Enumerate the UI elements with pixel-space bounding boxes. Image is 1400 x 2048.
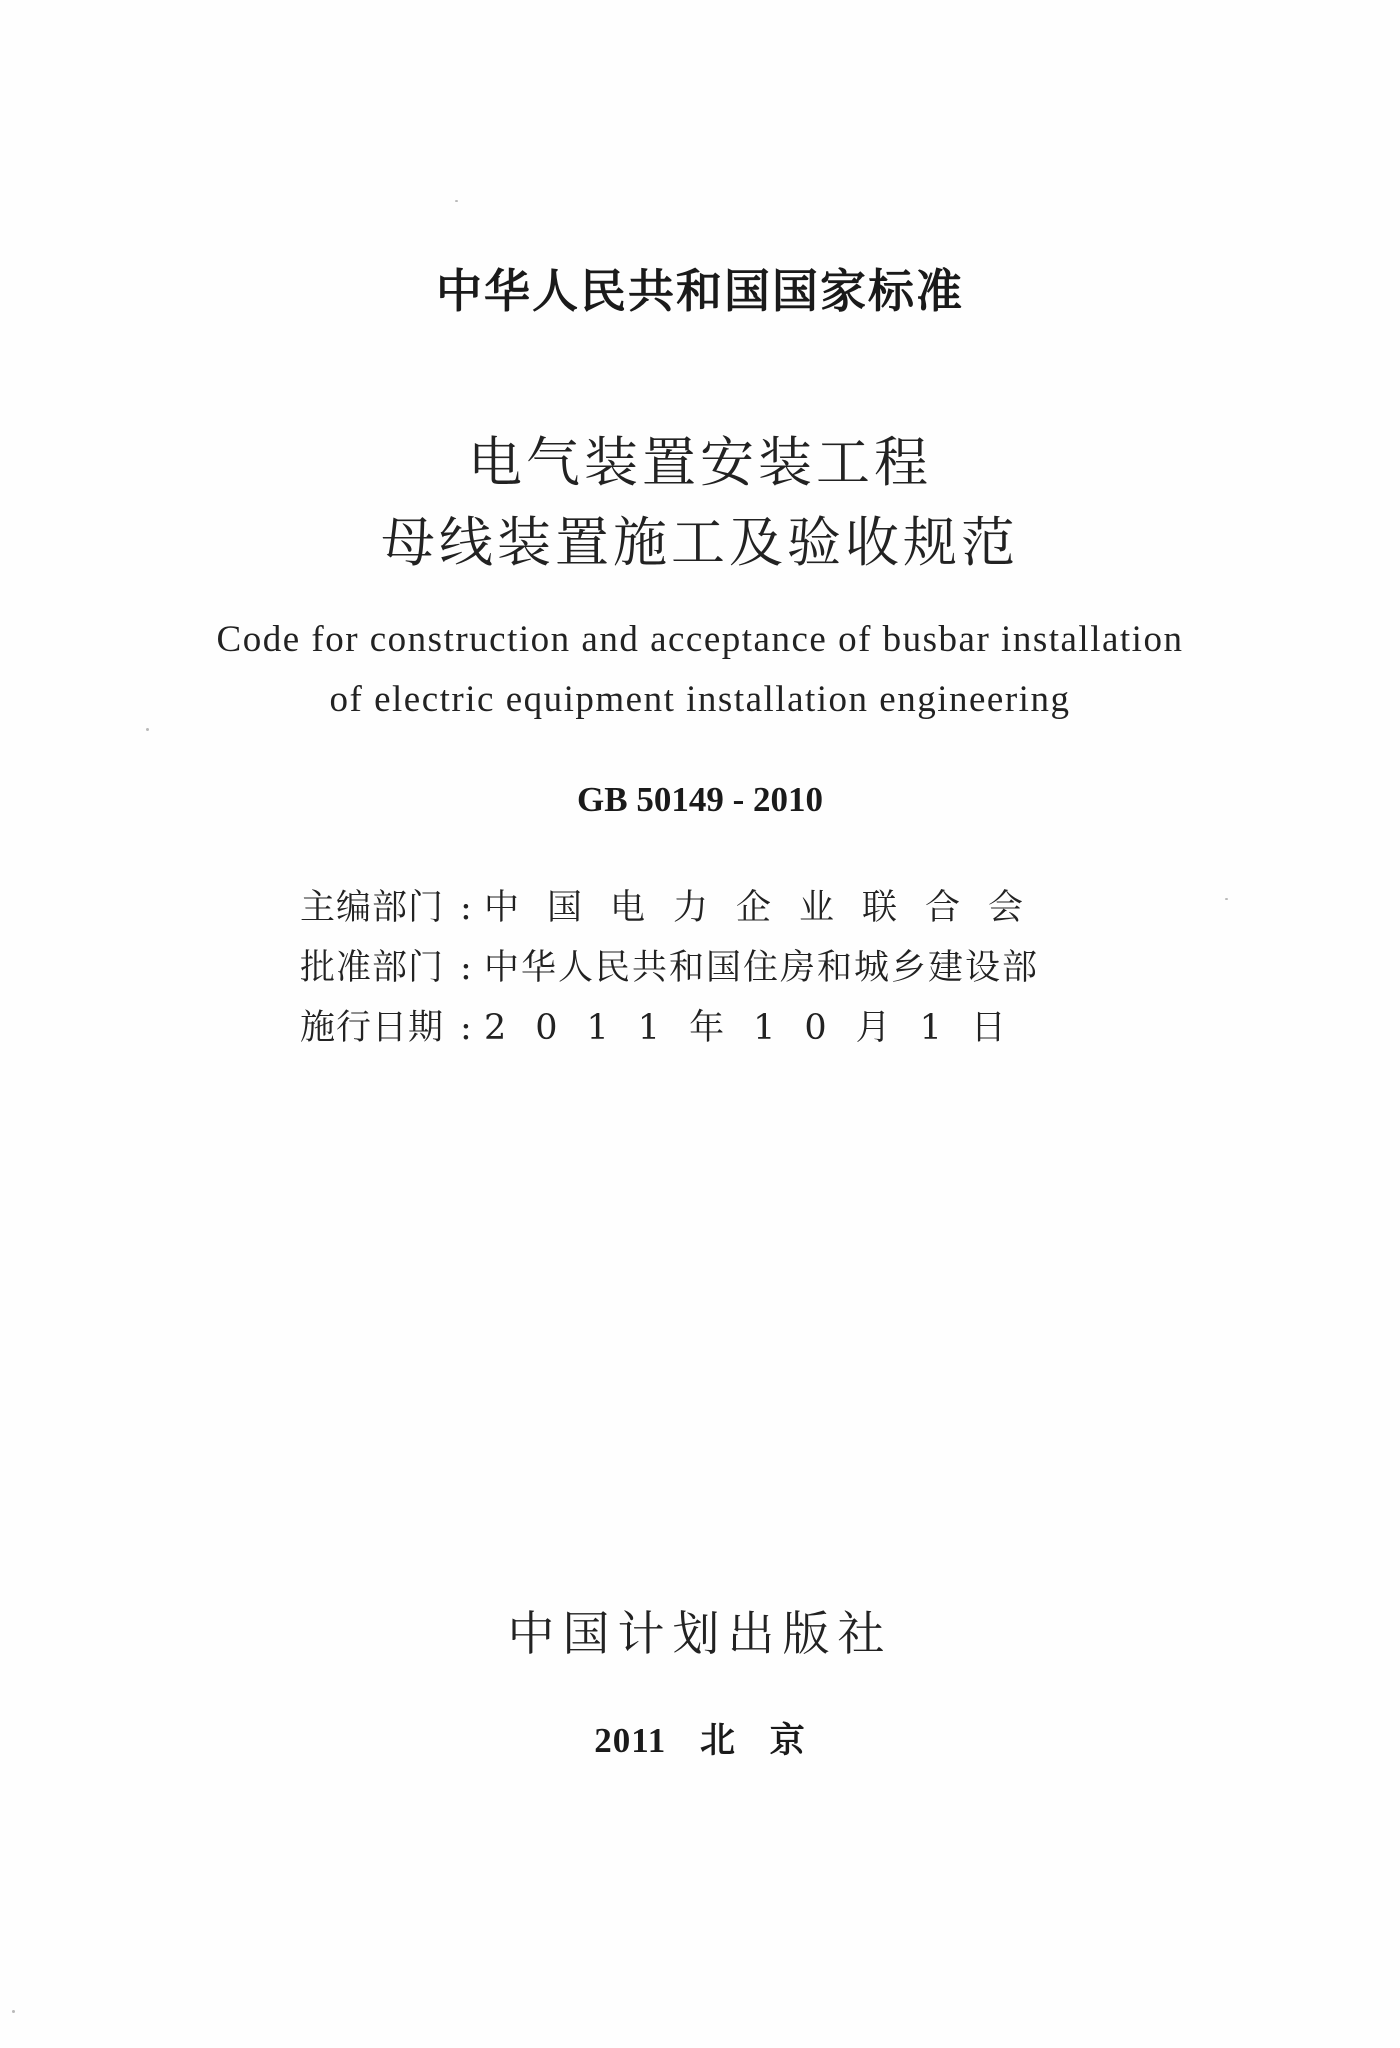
standard-code: GB 50149 - 2010 — [577, 780, 823, 819]
effective-date-separator: : — [460, 1008, 472, 1048]
publisher-name: 中国计划出版社 — [507, 1607, 893, 1662]
scan-speck — [146, 728, 149, 731]
scan-speck — [1225, 898, 1228, 900]
chief-editor-label: 主编部门 — [300, 888, 445, 928]
scan-speck — [455, 200, 458, 202]
chief-editor-separator: : — [460, 888, 472, 928]
chief-editor-row — [300, 880, 1090, 930]
national-standard-heading: 中华人民共和国国家标准 — [436, 264, 964, 318]
title-cn-line1: 电气装置安装工程 — [468, 431, 932, 494]
title-cn-line2: 母线装置施工及验收规范 — [381, 511, 1019, 574]
chief-editor-value: 中国电力企业联合会 — [484, 888, 1052, 928]
approver-label: 批准部门 — [300, 948, 445, 988]
effective-date-label: 施行日期 — [300, 1008, 445, 1048]
publication-year-place: 2011 北 京 — [594, 1721, 806, 1760]
effective-date-row — [300, 1000, 1090, 1050]
effective-date-value: 2011年10月1日 — [484, 1008, 1035, 1048]
scan-speck — [12, 2010, 15, 2013]
approver-row — [300, 940, 1090, 990]
approver-value: 中华人民共和国住房和城乡建设部 — [484, 948, 1040, 988]
approver-separator: : — [460, 948, 472, 988]
title-en-line2: of electric equipment installation engineering — [329, 679, 1071, 720]
title-en-line1: Code for construction and acceptance of busbar installation — [216, 619, 1184, 660]
